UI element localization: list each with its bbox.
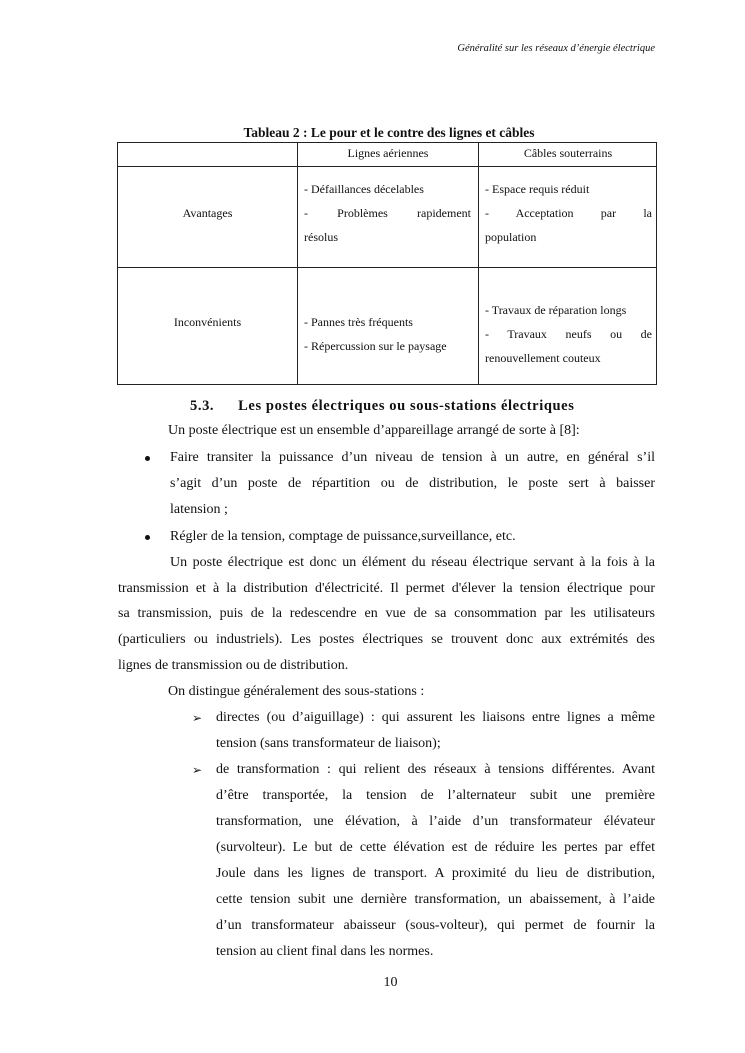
table-cell-line: - Espace requis réduit: [485, 182, 590, 196]
bullet-line: Faire transiter la puissance d’un niveau de tension à un autre, en général s’il: [170, 450, 655, 465]
table-cell-line: - Problèmes rapidement: [304, 206, 471, 220]
bullet-icon: [145, 535, 150, 540]
section-heading: [190, 398, 574, 415]
substation-line: tension au client final dans les normes.: [216, 944, 434, 959]
paragraph-line: (particuliers ou industriels). Les postes électriques se trouvent donc aux extrémités des: [118, 632, 655, 647]
bullet-line: Régler de la tension, comptage de puissance,surveillance, etc.: [170, 529, 516, 544]
substation-line: Joule dans les lignes de transport. A proximité du lieu de distribution,: [216, 866, 655, 881]
table-cell-line: résolus: [304, 230, 338, 244]
paragraph-line: Un poste électrique est donc un élément du réseau électrique servant à la fois à la: [170, 555, 655, 570]
section-title: Les postes électriques ou sous-stations électriques: [238, 398, 575, 414]
substation-line: directes (ou d’aiguillage) : qui assurent les liaisons entre lignes a même: [216, 710, 655, 725]
table-cell-line: - Travaux neufs ou de: [485, 327, 652, 341]
substation-line: tension (sans transformateur de liaison);: [216, 736, 441, 751]
substation-line: (survolteur). Le but de cette élévation est de réduire les pertes par effet: [216, 840, 655, 855]
substation-line: d’être transportée, la tension de l’alternateur subit une première: [216, 788, 655, 803]
substation-line: d’un transformateur abaisseur (sous-volteur), qui permet de fournir la: [216, 918, 655, 933]
table-divider: [118, 267, 656, 268]
table-cell-line: renouvellement couteux: [485, 351, 601, 365]
pros-cons-table: [117, 142, 657, 385]
column-header: Lignes aériennes: [347, 146, 429, 160]
table-cell-line: - Travaux de réparation longs: [485, 303, 627, 317]
page-number: 10: [383, 975, 398, 990]
bullet-line: s’agit d’un poste de répartition ou de distribution, le poste sert à baisser: [170, 476, 655, 491]
table-divider: [297, 143, 298, 384]
section-number: 5.3.: [190, 398, 215, 414]
table-cell-line: population: [485, 230, 537, 244]
substations-intro: On distingue généralement des sous-stations :: [168, 684, 425, 699]
table-cell-line: - Répercussion sur le paysage: [304, 339, 447, 353]
paragraph-line: lignes de transmission ou de distribution.: [118, 658, 349, 673]
row-label: Avantages: [182, 206, 233, 220]
table-caption: Tableau 2 : Le pour et le contre des lignes et câbles: [243, 125, 535, 140]
paragraph-line: transmission et à la distribution d'électricité. Il permet d'élever la tension électrique pour: [118, 581, 655, 596]
table-cell-line: - Acceptation par la: [485, 206, 652, 220]
bullet-icon: [145, 456, 150, 461]
column-header: Câbles souterrains: [523, 146, 613, 160]
arrow-bullet-icon: ➢: [192, 763, 203, 777]
bullet-line: latension ;: [170, 502, 228, 517]
paragraph-line: sa transmission, puis de la redescendre en vue de sa consommation par les utilisateurs: [118, 606, 655, 621]
intro-text: Un poste électrique est un ensemble d’appareillage arrangé de sorte à [8]:: [168, 423, 580, 438]
substation-line: de transformation : qui relient des réseaux à tensions différentes. Avant: [216, 762, 655, 777]
table-divider: [478, 143, 479, 384]
running-header: Généralité sur les réseaux d’énergie électrique: [457, 43, 655, 54]
arrow-bullet-icon: ➢: [192, 711, 203, 725]
table-divider: [118, 166, 656, 167]
table-cell-line: - Pannes très fréquents: [304, 315, 413, 329]
table-cell-line: - Défaillances décelables: [304, 182, 424, 196]
substation-line: transformation, une élévation, à l’aide d’un transformateur élévateur: [216, 814, 655, 829]
substation-line: cette tension subit une dernière transformation, un abaissement, à l’aide: [216, 892, 655, 907]
row-label: Inconvénients: [173, 315, 242, 329]
